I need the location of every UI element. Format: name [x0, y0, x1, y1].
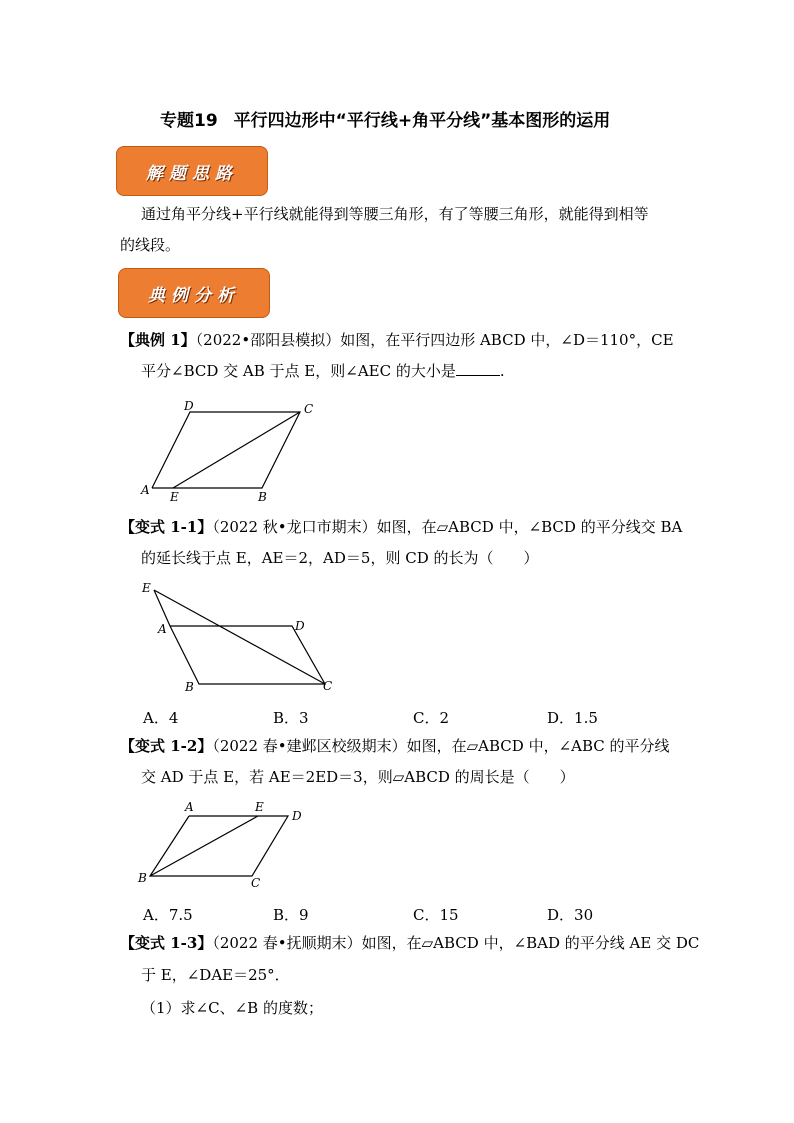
q1-tag: 【典例 1】: [120, 331, 196, 349]
q2-label-a: A: [158, 622, 167, 636]
q2-segment-ec: [154, 590, 325, 684]
q3-option-d[interactable]: D．30: [547, 906, 594, 924]
title-text: 平行四边形中“平行线+角平分线”基本图形的运用: [233, 111, 611, 131]
q1-label-e: E: [170, 490, 179, 504]
q2-label-c: C: [323, 679, 333, 693]
q2-line2: 的延长线于点 E，AE＝2，AD＝5，则 CD 的长为（ ）: [141, 549, 539, 567]
banner-solution-thinking: 解题思路: [116, 146, 268, 196]
q2-option-a[interactable]: A．4: [143, 709, 179, 727]
q3-label-a: A: [185, 800, 194, 814]
q3-tag: 【变式 1-2】: [120, 737, 213, 755]
q2-option-c[interactable]: C．2: [413, 709, 450, 727]
q3-label-d: D: [292, 809, 302, 823]
q1-line1: [120, 325, 674, 356]
q3-line1: [120, 731, 670, 762]
q1-parallelogram: [152, 412, 300, 488]
q4-line1-rest: 如图，在▱ABCD 中，∠BAD 的平分线 AE 交 DC: [361, 934, 700, 952]
q3-label-b: B: [138, 871, 147, 885]
q1-line1-rest: 如图，在平行四边形 ABCD 中，∠D＝110°，CE: [340, 331, 674, 349]
banner-example-analysis: 典例分析: [118, 268, 270, 318]
q2-parallelogram: [170, 626, 325, 684]
q4-line1: [120, 928, 699, 959]
q3-segment-be: [150, 816, 258, 876]
q3-option-c[interactable]: C．15: [413, 906, 459, 924]
q4-source: （2022 春•抚顺期末）: [212, 934, 362, 952]
thinking-text-line1: 通过角平分线+平行线就能得到等腰三角形，有了等腰三角形，就能得到相等: [141, 205, 649, 223]
q1-label-b: B: [258, 490, 267, 504]
q3-label-c: C: [251, 876, 261, 890]
q1-source: （2022•邵阳县模拟）: [195, 331, 341, 349]
q3-line1-rest: 如图，在▱ABCD 中，∠ABC 的平分线: [406, 737, 670, 755]
title-label: 专题19: [160, 111, 218, 131]
q2-option-b[interactable]: B．3: [273, 709, 309, 727]
q1-line2: [141, 356, 505, 387]
q2-line1-rest: 如图，在▱ABCD 中，∠BCD 的平分线交 BA: [376, 518, 683, 536]
q3-line2: 交 AD 于点 E，若 AE＝2ED＝3，则▱ABCD 的周长是（ ）: [141, 768, 575, 786]
q3-figure: [130, 798, 330, 893]
q1-line2-end: .: [499, 362, 505, 380]
q3-parallelogram: [150, 816, 288, 876]
q1-line2-text: 平分∠BCD 交 AB 于点 E，则∠AEC 的大小是: [141, 362, 456, 380]
q2-source: （2022 秋•龙口市期末）: [212, 518, 377, 536]
q3-label-e: E: [255, 800, 264, 814]
q4-sub1: （1）求∠C、∠B 的度数；: [141, 999, 323, 1017]
q2-tag: 【变式 1-1】: [120, 518, 213, 536]
q3-option-b[interactable]: B．9: [273, 906, 309, 924]
q2-label-e: E: [142, 581, 151, 595]
q1-label-a: A: [141, 483, 150, 497]
q2-label-d: D: [295, 619, 305, 633]
q2-figure: [135, 578, 350, 698]
q4-tag: 【变式 1-3】: [120, 934, 213, 952]
q1-figure: [135, 395, 335, 505]
q1-answer-blank[interactable]: [456, 361, 500, 376]
q4-line2: 于 E，∠DAE＝25°．: [141, 966, 290, 984]
q2-extension-ae: [154, 590, 170, 626]
page-title: [160, 106, 610, 131]
q2-option-d[interactable]: D．1.5: [547, 709, 598, 727]
thinking-text-line2: 的线段。: [120, 236, 181, 254]
q2-label-b: B: [185, 680, 194, 694]
q3-source: （2022 春•建邺区校级期末）: [212, 737, 407, 755]
q1-label-d: D: [184, 399, 194, 413]
q1-label-c: C: [304, 402, 314, 416]
q3-option-a[interactable]: A．7.5: [143, 906, 193, 924]
q2-line1: [120, 512, 682, 543]
